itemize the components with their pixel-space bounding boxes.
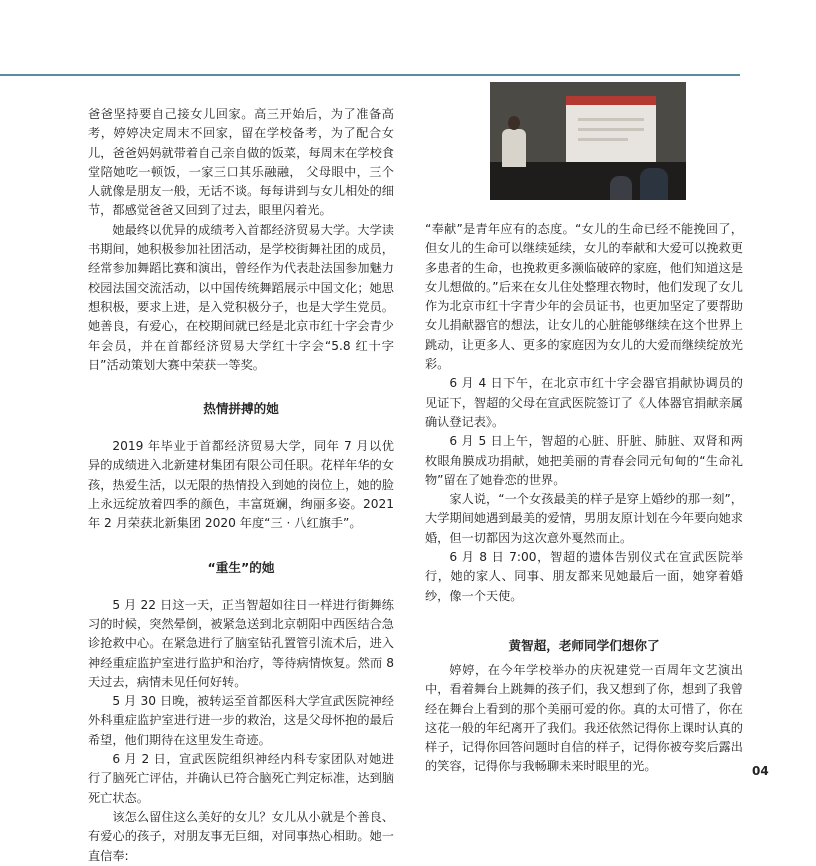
paragraph: 她最终以优异的成绩考入首都经济贸易大学。大学读书期间，她积极参加社团活动，是学校街舞社团的成员，经常参加舞蹈比赛和演出，曾经作为代表赴法国参加魅力校园法国交流活动，以中国传统舞蹈展示中国文化；她思想积极，要求上进，是入党积极分子，也是大学生党员。她善良，有爱心，在校期间就已经是北京市红十字会青少年会员，并在首都经济贸易大学红十字会“5.8 红十字日”活动策划大赛中荣获一等奖。 (88, 222, 394, 372)
paragraph: “奉献”是青年应有的态度。“女儿的生命已经不能挽回了，但女儿的生命可以继续延续，女儿的奉献和大爱可以挽救更多患者的生命，也挽救更多濒临破碎的家庭，他们知道这是女儿想做的。”后来在女儿住处整理衣物时，他们发现了女儿作为北京市红十字青少年的会员证书，也更加坚定了要帮助女儿捐献器官的想法，让女儿的心脏能够继续在这个世界上跳动，让更多人、更多的家庭因为女儿的大爱而继续绽放光彩。 (425, 222, 743, 372)
paragraph: 爸爸坚持要自己接女儿回家。高三开始后，为了准备高考，婷婷决定周末不回家，留在学校备考，为了配合女儿，爸爸妈妈就带着自己亲自做的饭菜，每周末在学校食堂陪她吃一顿饭，一家三口其乐融融， 父母眼中，三个人就像是朋友一般，无话不谈。每每讲到与女儿相处的细节，都感觉爸爸又回到了过去，眼里闪着光。 (88, 107, 394, 218)
paragraph: 婷婷，在今年学校举办的庆祝建党一百周年文艺演出中，看着舞台上跳舞的孩子们，我又想到了你，想到了我曾经在舞台上看到的那个美丽可爱的你。真的太可惜了，你在这花一般的年纪离开了我们。我还依然记得你上课时认真的样子，记得你回答问题时自信的样子，记得你被夸奖后露出的笑容，记得你与我畅聊未来时眼里的光。 (425, 662, 743, 774)
top-divider-rule (0, 74, 740, 76)
projection-screen (566, 96, 656, 162)
right-text-column (425, 220, 743, 777)
section-heading-missing-you: 黄智超，老师同学们想你了 (508, 637, 660, 653)
page-number: 04 (752, 764, 769, 778)
paragraph: 5 月 22 日这一天，正当智超如往日一样进行街舞练习的时候，突然晕倒，被紧急送到北京朝阳中西医结合急诊抢救中心。在紧急进行了脑室钻孔置管引流术后，进入神经重症监护室进行监护和治疗，等待病情恢复。然而 8 天过去，病情未见任何好转。 (88, 597, 394, 689)
left-text-column (88, 105, 394, 866)
paragraph: 2019 年毕业于首都经济贸易大学，同年 7 月以优异的成绩进入北新建材集团有限公司任职。花样年华的女孩，热爱生活，以无限的热情投入到她的岗位上，她的脸上永远绽放着四季的颜色，丰富斑斓，绚丽多姿。2021 年 2 月荣获北新集团 2020 年度“三 · 八红旗手”。 (88, 439, 394, 531)
paragraph: 该怎么留住这么美好的女儿？女儿从小就是个善良、有爱心的孩子，对朋友事无巨细，对同事热心相助。她一直信奉: (88, 809, 394, 863)
paragraph: 6 月 5 日上午，智超的心脏、肝脏、肺脏、双肾和两枚眼角膜成功捐献，她把美丽的青春会同元旬甸的“生命礼物”留在了她眷恋的世界。 (425, 434, 743, 487)
speaker-figure (502, 129, 526, 167)
audience-figure (640, 168, 668, 200)
section-heading-rebirth: “重生”的她 (207, 559, 275, 575)
section-heading-passion: 热情拼搏的她 (203, 401, 279, 417)
audience-figure (610, 176, 632, 200)
paragraph: 6 月 4 日下午，在北京市红十字会器官捐献协调员的见证下，智超的父母在宣武医院签订了《人体器官捐献亲属确认登记表》。 (425, 376, 743, 429)
event-photo (490, 82, 686, 200)
paragraph: 5 月 30 日晚，被转运至首都医科大学宣武医院神经外科重症监护室进行进一步的救治，这是父母怀抱的最后希望，他们期待在这里发生奇迹。 (88, 694, 394, 747)
paragraph: 6 月 8 日 7:00，智超的遗体告别仪式在宣武医院举行，她的家人、同事、朋友都来见她最后一面，她穿着婚纱，像一个天使。 (425, 550, 743, 603)
paragraph: 家人说，“一个女孩最美的样子是穿上婚纱的那一刻”，大学期间她遇到最美的爱情，男朋友原计划在今年要向她求婚，但一切都因为这次意外戛然而止。 (425, 492, 743, 545)
paragraph: 6 月 2 日，宣武医院组织神经内科专家团队对她进行了脑死亡评估，并确认已符合脑死亡判定标准，达到脑死亡状态。 (88, 752, 394, 805)
